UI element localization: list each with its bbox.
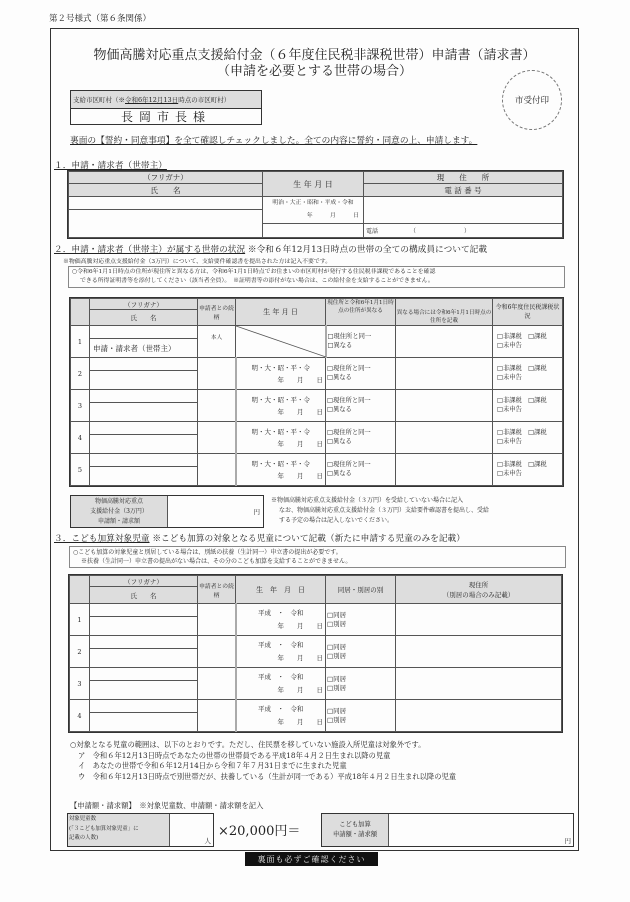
address-header: 現 住 所: [364, 172, 563, 184]
child-dob-field[interactable]: [236, 700, 326, 732]
checkbox-different-address[interactable]: □異なる: [327, 373, 352, 381]
member-dob-field[interactable]: [236, 454, 326, 486]
section3-title: [54, 532, 465, 544]
checkbox-tax-status[interactable]: □非課税 □課税: [497, 429, 547, 436]
household-row: [71, 390, 563, 403]
checkbox-tax-status[interactable]: □非課税 □課税: [497, 461, 547, 468]
member-dob-field[interactable]: [236, 358, 326, 390]
member-furigana-field[interactable]: [90, 422, 198, 435]
child-scope-item-i: イ あなたの世帯で令和６年12月14日から令和７年７月31日までに生まれた児童: [78, 761, 347, 770]
member-dob-eras: 明・大・昭・平・令: [251, 427, 310, 436]
section3-notice-box: [69, 546, 566, 568]
amount-note2: なお、物価高騰対応重点支援給付金（３万円）支給要件確認書を提出し、受給: [279, 507, 490, 514]
checkbox-different-address[interactable]: □異なる: [327, 469, 352, 477]
section2-title: [54, 243, 487, 255]
hh-addr-detail-header: 異なる場合には令和6年1月1日時点の住所を記載: [396, 299, 493, 326]
diagonal-slash-icon: [236, 326, 326, 357]
member-dob-eras: 明・大・昭・平・令: [251, 395, 310, 404]
row-number: 4: [71, 422, 90, 454]
checkbox-same-address[interactable]: □現住所と同一: [327, 365, 371, 372]
checkbox-not-filed[interactable]: □未申告: [497, 469, 522, 477]
child-dob-eras: 平成 ・ 令和: [258, 672, 304, 681]
stamp-label: 市受付印: [514, 96, 549, 106]
child-amount-box: [321, 813, 574, 847]
member-furigana-field[interactable]: [90, 454, 198, 467]
child-row-number: 4: [70, 700, 90, 732]
member-tax-checks[interactable]: [493, 454, 563, 486]
child-dob-ymd: 年 月 日: [277, 685, 323, 694]
checkbox-living-apart[interactable]: □別居: [327, 619, 347, 628]
section3-notice-line2: ※扶養（生計同一）申立書の提出がない場合は、その分のこども加算を支給することができません。: [81, 558, 352, 565]
child-amount-unit: 円: [564, 837, 571, 845]
child-dob-field[interactable]: [236, 668, 326, 700]
section2-notice-line1: ○令和6年1月1日時点の住所が現住所と異なる方は、令和6年1月1日時点でお住まいの市区町村が発行する住民税非課税であることを確認: [72, 269, 436, 275]
municipality-header-prefix: 支給市区町村（※: [73, 96, 125, 104]
child-count-unit: 人: [204, 837, 211, 845]
child-name-field[interactable]: [90, 713, 198, 732]
hh-furigana-header: （フリガナ）: [90, 299, 198, 310]
child-row: [70, 668, 562, 681]
checkbox-different-address[interactable]: □異なる: [327, 405, 352, 413]
member-name-field[interactable]: [90, 371, 198, 390]
section2-amount-notes: [271, 496, 489, 526]
child-name-field[interactable]: [90, 681, 198, 700]
checkbox-same-address[interactable]: □現住所と同一: [327, 429, 371, 436]
checkbox-same-address[interactable]: □現住所と同一: [327, 333, 372, 340]
phone-header: 電 話 番 号: [364, 184, 563, 197]
member-dob-ymd: 年 月 日: [277, 439, 323, 448]
member-dob-field: [236, 326, 326, 358]
child-name-header: 氏 名: [90, 587, 198, 604]
member-prior-address-field[interactable]: [396, 358, 493, 390]
child-dob-field[interactable]: [236, 604, 326, 636]
child-count-box: [67, 813, 214, 847]
checkbox-tax-status[interactable]: □非課税 □課税: [497, 397, 547, 404]
child-dob-eras: 平成 ・ 令和: [258, 704, 304, 713]
child-dob-eras: 平成 ・ 令和: [258, 640, 304, 649]
household-row: [71, 454, 563, 467]
applicant-name-field[interactable]: [69, 210, 263, 238]
row-number: 5: [71, 454, 90, 486]
dob-eras: 明治・大正・昭和・平成・令和: [272, 200, 354, 206]
checkbox-not-filed[interactable]: □未申告: [497, 405, 522, 413]
child-address-field[interactable]: [396, 700, 562, 732]
section2-title-text: ２．申請・請求者（世帯主）が属する世帯の状況: [54, 245, 246, 255]
name-header: 氏 名: [69, 184, 263, 197]
member-tax-checks[interactable]: [493, 326, 563, 358]
child-amount-label-l2: 申請額・請求額: [332, 831, 378, 838]
applicant-furigana-field[interactable]: [69, 197, 263, 210]
member-tax-checks[interactable]: [493, 422, 563, 454]
checkbox-not-filed[interactable]: □未申告: [497, 437, 522, 445]
form-number: 第２号様式（第６条関係）: [49, 14, 152, 24]
form-title: 物価高騰対応重点支援給付金（６年度住民税非課税世帯）申請書（請求書）: [93, 48, 536, 63]
section2-amount-label: [71, 496, 168, 527]
municipality-header-date: 令和6年12月13日: [125, 96, 179, 104]
member-addr-diff-checks[interactable]: [326, 358, 396, 390]
child-name-field[interactable]: [90, 617, 198, 636]
section2-notice-line2: できる所得証明書等を添付してください（該当者全員）。 ※証明書等の添付がない場合は、この給付金を支給することができません。: [80, 278, 434, 284]
child-scope-item-a: ア 令和６年12月13日時点であなたの世帯の世帯員である平成18年４月２日生まれ以降の児童: [78, 750, 391, 760]
section3-notice-line1: ○こども加算の対象児童と別居している場合は、別紙の扶養（生計同一）申立書の提出が必要です。: [73, 549, 342, 556]
section1-title-text: １．申請・請求者（世帯主）: [54, 161, 167, 171]
member-addr-diff-checks[interactable]: [326, 390, 396, 422]
member-prior-address-field[interactable]: [396, 326, 493, 358]
member-dob-eras: 明・大・昭・平・令: [251, 459, 310, 468]
row-number: 3: [71, 390, 90, 422]
section3-title-text: ３．こども加算対象児童: [54, 534, 150, 544]
child-dob-field[interactable]: [236, 636, 326, 668]
member-dob-ymd: 年 月 日: [277, 375, 323, 384]
no-header: [71, 299, 90, 326]
member-addr-diff-checks[interactable]: [326, 454, 396, 486]
child-living-checks[interactable]: [326, 636, 396, 668]
section2-amount-box: [70, 495, 264, 528]
member-dob-field[interactable]: [236, 390, 326, 422]
checkbox-not-filed[interactable]: □未申告: [497, 373, 522, 381]
member-relation-field[interactable]: [198, 358, 236, 390]
member-tax-checks[interactable]: [493, 390, 563, 422]
applicant-dob-field[interactable]: [263, 197, 364, 224]
child-relation-header: 申請者との続柄: [198, 576, 236, 604]
member-furigana-field[interactable]: [90, 390, 198, 403]
reception-stamp-area: [502, 70, 562, 130]
checkbox-living-together[interactable]: □同居: [327, 642, 347, 651]
member-relation-field[interactable]: 本人: [198, 326, 236, 358]
member-dob-field[interactable]: [236, 422, 326, 454]
child-dob-ymd: 年 月 日: [277, 653, 323, 662]
member-relation-field[interactable]: [198, 422, 236, 454]
child-living-checks[interactable]: [326, 668, 396, 700]
row-number: 1: [71, 326, 90, 358]
form-subtitle: （申請を必要とする世帯の場合）: [216, 64, 412, 79]
phone-parens: （ ）: [409, 228, 470, 235]
multiplier-text: ×20,000円＝: [218, 824, 301, 839]
checkbox-living-apart[interactable]: □別居: [327, 683, 347, 692]
child-furigana-header: （フリガナ）: [90, 576, 198, 587]
child-furigana-field[interactable]: [90, 604, 198, 617]
checkbox-tax-status[interactable]: □非課税 □課税: [497, 333, 547, 340]
child-row-number: 1: [70, 604, 90, 636]
child-living-checks[interactable]: [326, 604, 396, 636]
dob-ymd: 年 月 日: [306, 213, 359, 219]
child-address-header: [396, 576, 562, 604]
child-count-label: [68, 814, 170, 846]
child-furigana-field[interactable]: [90, 700, 198, 713]
child-row: [70, 636, 562, 649]
child-scope-item-u: ウ 令和６年12月13日時点で別世帯だが、扶養している（生計が同一である）平成18年４月２日生まれ以降の児童: [78, 771, 457, 781]
section2-amount-field[interactable]: [168, 496, 263, 527]
checkbox-living-apart[interactable]: □別居: [327, 715, 347, 724]
child-no-header: [70, 576, 90, 604]
phone-label: 電話: [366, 228, 379, 235]
child-row: [70, 700, 562, 713]
municipality-header: [71, 91, 261, 109]
child-amount-label-l1: こども加算: [339, 821, 371, 828]
see-reverse-badge: 裏面も必ずご確認ください: [245, 852, 378, 866]
municipality-header-suffix: 時点の市区町村）: [178, 96, 231, 104]
child-row: [70, 604, 562, 617]
amount-note3: する予定の場合は記入しないでください。: [279, 517, 394, 524]
household-table: [70, 298, 563, 486]
member-dob-ymd: 年 月 日: [277, 471, 323, 480]
child-address-field[interactable]: [396, 604, 562, 636]
amount-label-line2: 支援給付金（3万円）: [90, 508, 148, 515]
member-name-field[interactable]: [90, 467, 198, 486]
section2-title-note: ※令和６年12月13日時点の世帯の全ての構成員について記載: [247, 245, 488, 255]
child-dob-header: 生 年 月 日: [236, 576, 326, 604]
furigana-header: （フリガナ）: [69, 172, 263, 184]
member-relation-field[interactable]: [198, 390, 236, 422]
member-dob-eras: 明・大・昭・平・令: [251, 363, 310, 372]
member-name-field[interactable]: 申請・請求者（世帯主）: [90, 339, 198, 358]
child-address-header-l2: （別居の場合のみ記載）: [442, 590, 515, 599]
section3-title-note: ※こども加算の対象となる児童について記載（新たに申請する児童のみを記載）: [152, 534, 465, 544]
member-prior-address-field[interactable]: [396, 390, 493, 422]
municipality-name: 長岡市長様: [120, 110, 211, 124]
member-dob-ymd: 年 月 日: [277, 407, 323, 416]
hh-relation-header: 申請者との続柄: [198, 299, 236, 326]
household-row: [71, 422, 563, 435]
member-furigana-field[interactable]: [90, 326, 198, 339]
child-furigana-field[interactable]: [90, 668, 198, 681]
municipality-box: [70, 90, 262, 125]
child-dob-eras: 平成 ・ 令和: [258, 608, 304, 617]
child-relation-field[interactable]: [198, 700, 236, 732]
child-count-label-l3: 記載の人数): [69, 835, 99, 841]
child-count-label-l1: 対象児童数: [69, 816, 96, 822]
checkbox-living-together[interactable]: □同居: [327, 706, 347, 715]
checkbox-same-address[interactable]: □現住所と同一: [327, 397, 371, 404]
child-furigana-field[interactable]: [90, 636, 198, 649]
checkbox-same-address[interactable]: □現住所と同一: [327, 461, 371, 468]
child-row-number: 3: [70, 668, 90, 700]
child-dob-ymd: 年 月 日: [277, 717, 323, 726]
member-prior-address-field[interactable]: [396, 422, 493, 454]
dob-header: 生 年 月 日: [263, 172, 364, 197]
member-name-field[interactable]: [90, 435, 198, 454]
child-scope-notes: [70, 740, 456, 782]
checkbox-living-together[interactable]: □同居: [327, 674, 347, 683]
member-furigana-field[interactable]: [90, 358, 198, 371]
applicant-table: [68, 171, 563, 238]
checkbox-not-filed[interactable]: □未申告: [497, 341, 522, 349]
hh-dob-header: 生 年 月 日: [236, 299, 326, 326]
household-row: [71, 326, 563, 339]
child-living-checks[interactable]: [326, 700, 396, 732]
child-relation-field[interactable]: [198, 604, 236, 636]
section2-note: ※物価高騰対応重点支援給付金（3万円）について、支給要件確認書を提出された方は記入不要です。: [63, 259, 332, 265]
checkbox-tax-status[interactable]: □非課税 □課税: [497, 365, 547, 372]
child-relation-field[interactable]: [198, 668, 236, 700]
section1-title: [54, 159, 167, 171]
children-table: [69, 575, 562, 732]
hh-addr-diff-header: 現住所と令和6年1月1日時点の住所が異なる: [326, 299, 396, 326]
child-relation-field[interactable]: [198, 636, 236, 668]
checkbox-different-address[interactable]: □異なる: [327, 341, 353, 349]
amount-note1: ※物価高騰対応重点支援給付金（３万円）を受給していない場合に記入: [271, 497, 464, 504]
child-dob-ymd: 年 月 日: [277, 621, 323, 630]
amount-unit: 円: [253, 508, 260, 516]
member-addr-diff-checks[interactable]: [326, 326, 396, 358]
hh-tax-header: 令和6年度住民税課税状況: [493, 299, 563, 326]
member-name-field[interactable]: [90, 403, 198, 422]
member-relation-field[interactable]: [198, 454, 236, 486]
child-name-field[interactable]: [90, 649, 198, 668]
claim-title: 【申請額・請求額】 ※対象児童数、申請額・請求額を記入: [70, 801, 264, 810]
section2-notice-box: [68, 266, 565, 288]
child-count-label-l2: (「３こども加算対象児童」に: [69, 825, 139, 832]
checkbox-living-apart[interactable]: □別居: [327, 651, 347, 660]
agreement-statement: 裏面の【誓約・同意事項】を全て確認しチェックしました。全ての内容に誓約・同意の上、申請します。: [70, 136, 478, 146]
child-amount-field[interactable]: [389, 814, 573, 846]
checkbox-different-address[interactable]: □異なる: [327, 437, 352, 445]
household-row: [71, 358, 563, 371]
child-count-field[interactable]: [170, 814, 213, 846]
hh-name-header: 氏 名: [90, 310, 198, 326]
member-tax-checks[interactable]: [493, 358, 563, 390]
member-prior-address-field[interactable]: [396, 454, 493, 486]
child-row-number: 2: [70, 636, 90, 668]
member-addr-diff-checks[interactable]: [326, 422, 396, 454]
amount-label-line3: 申請額・請求額: [97, 518, 140, 525]
child-scope-intro: ○対象となる児童の範囲は、以下のとおりです。ただし、住民票を移していない施設入所児童は対象外です。: [70, 740, 426, 749]
applicant-phone-field[interactable]: [364, 224, 563, 238]
applicant-address-field[interactable]: [364, 197, 563, 224]
row-number: 2: [71, 358, 90, 390]
child-living-header: 同居・別居の別: [326, 576, 396, 604]
amount-label-line1: 物価高騰対応重点: [94, 498, 143, 505]
child-amount-label: [322, 814, 389, 846]
child-address-header-l1: 現住所: [468, 580, 489, 589]
child-address-field[interactable]: [396, 636, 562, 668]
child-address-field[interactable]: [396, 668, 562, 700]
checkbox-living-together[interactable]: □同居: [327, 610, 347, 619]
